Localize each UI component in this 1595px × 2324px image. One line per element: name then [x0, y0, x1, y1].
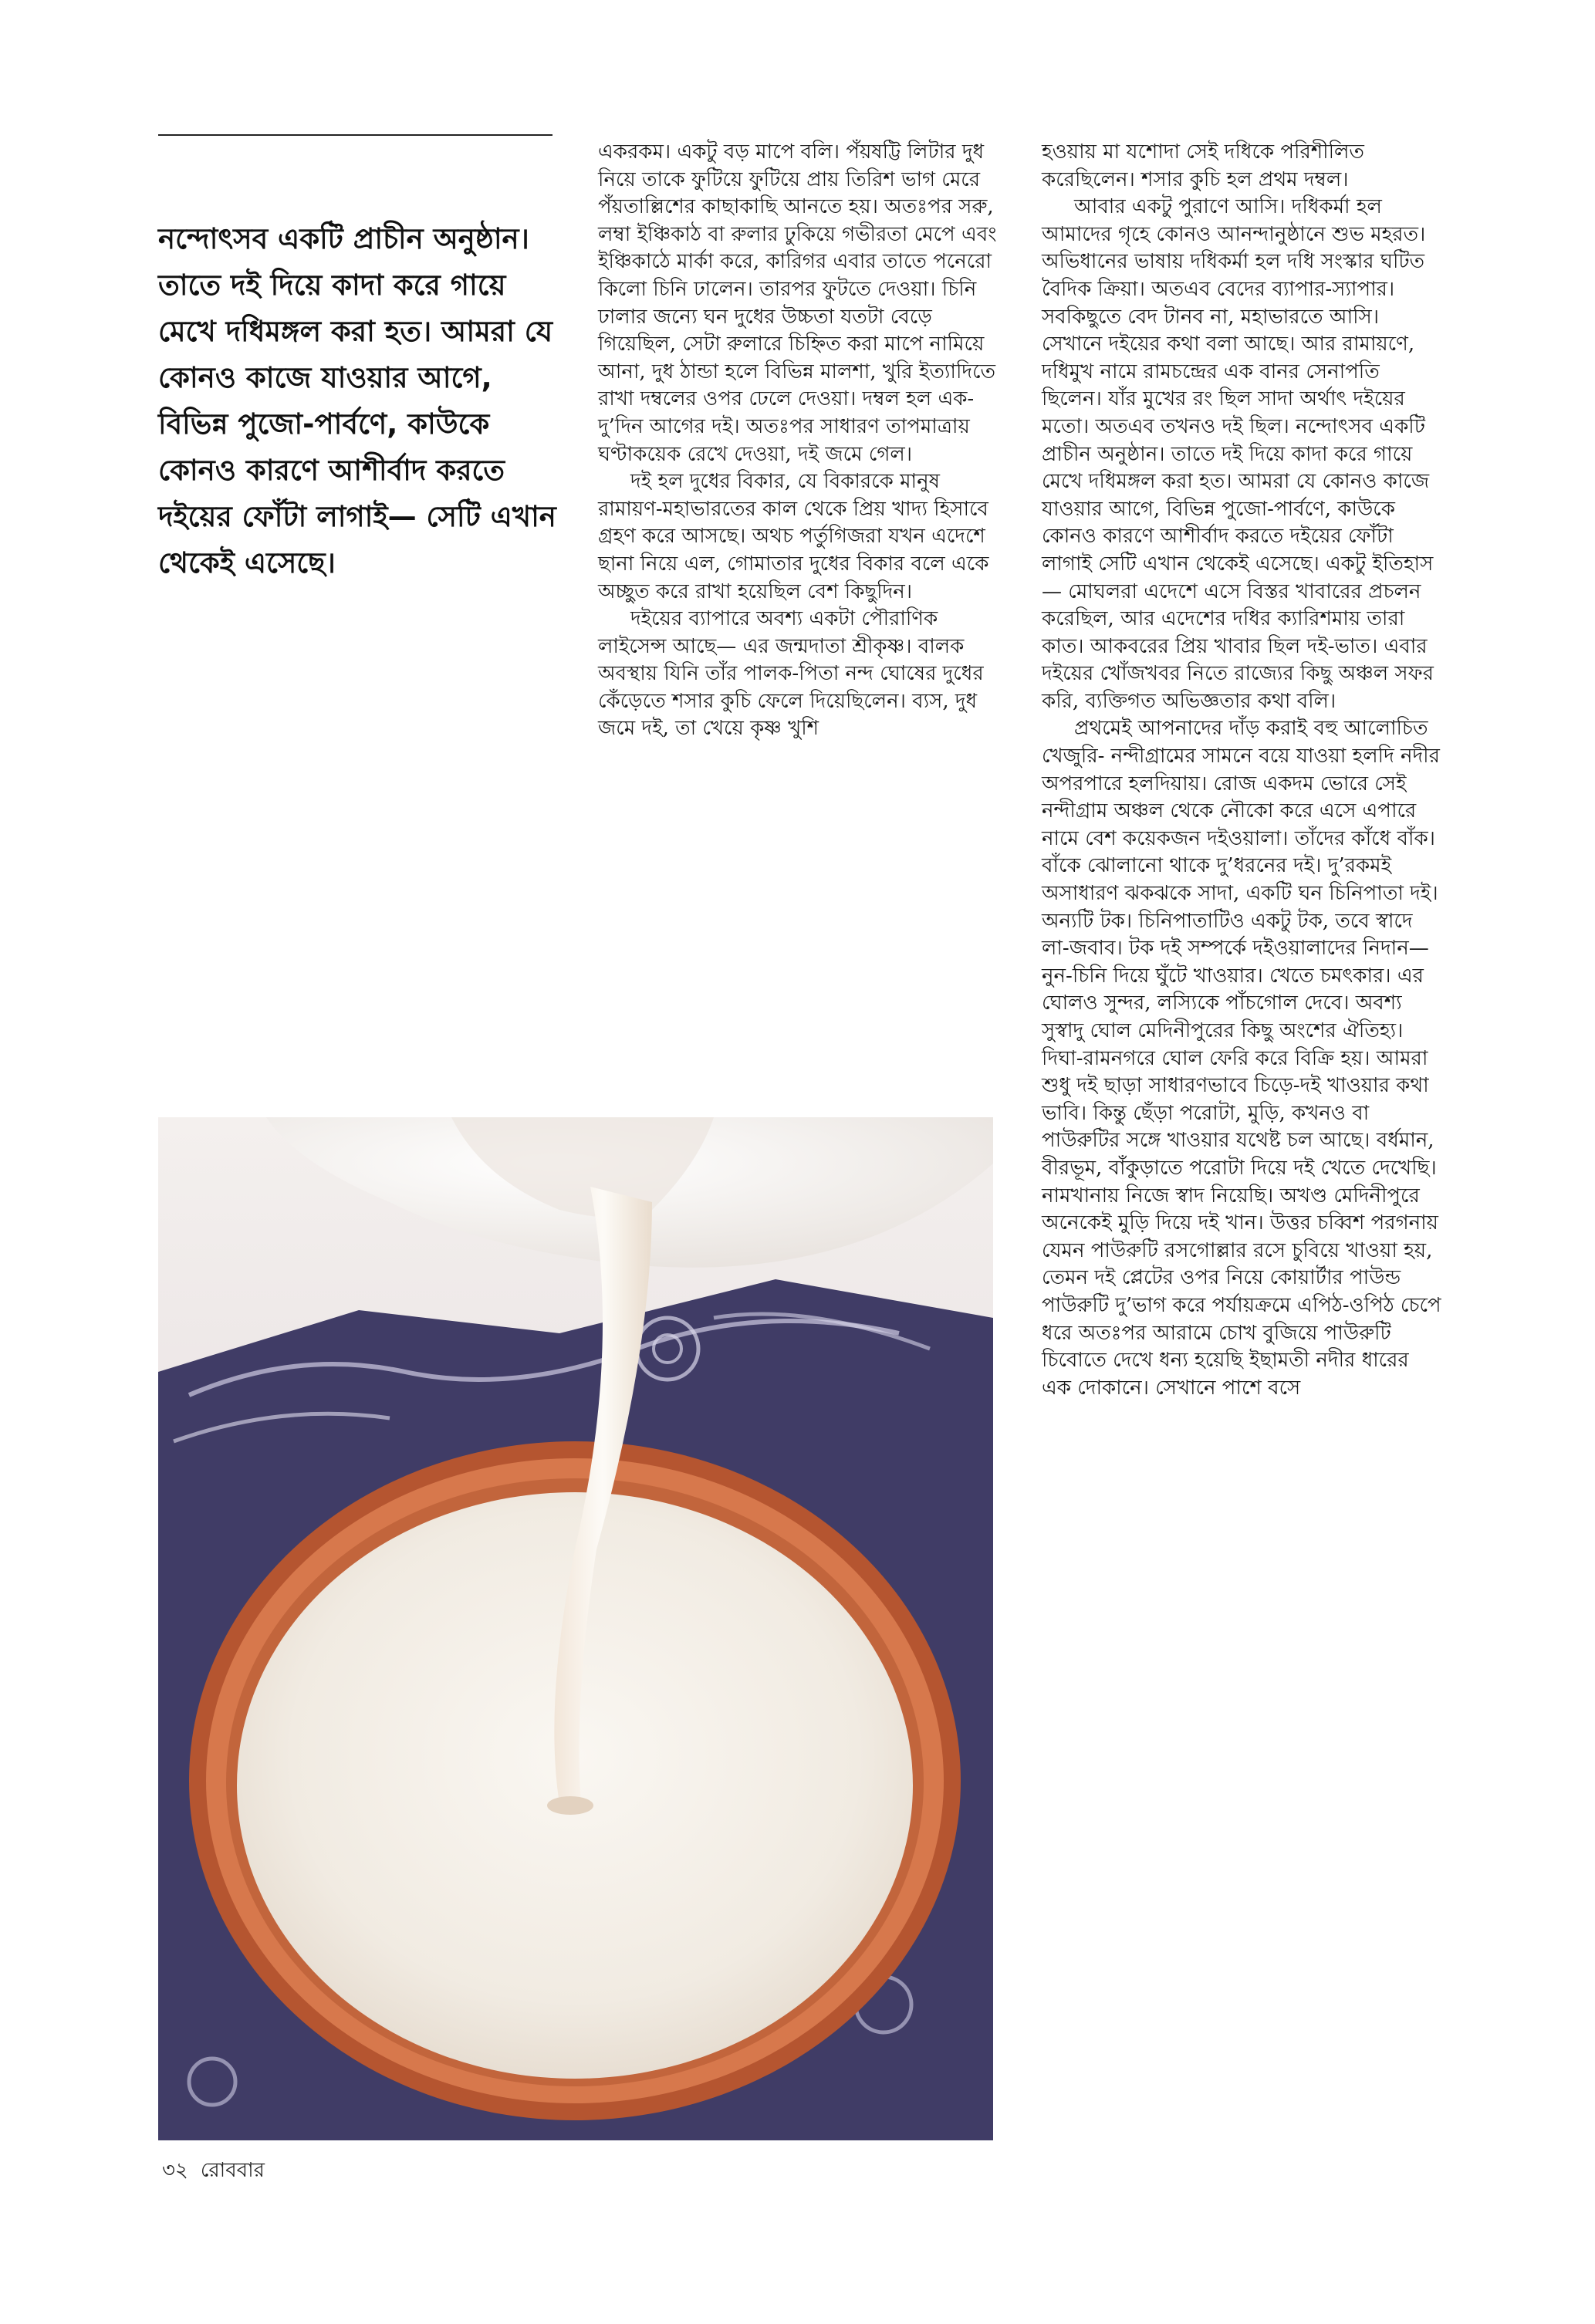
paragraph: দই হল দুধের বিকার, যে বিকারকে মানুষ রামায়ণ-মহাভারতের কাল থেকে প্রিয় খাদ্য হিসাবে গ্রহণ করে আসছে। অথচ পর্তুগিজরা যখন এদেশে ছানা নিয়ে এল, গোমাতার দুধের বিকার বলে একে অচ্ছুত করে রাখা হয়েছিল বেশ কিছুদিন। — [598, 470, 989, 603]
article-column-right — [1042, 139, 1443, 1402]
paragraph: একরকম। একটু বড় মাপে বলি। পঁয়ষট্টি লিটার দুধ নিয়ে তাকে ফুটিয়ে ফুটিয়ে প্রায় তিরিশ ভাগ মেরে পঁয়তাল্লিশের কাছাকাছি আনতে হয়। অতঃপর সরু, লম্বা ইঞ্চিকাঠ বা রুলার ঢুকিয়ে গভীরতা মেপে এবং ইঞ্চিকাঠে মার্কা করে, কারিগর এবার তাতে পনেরো কিলো চিনি ঢালেন। তারপর ফুটতে দেওয়া। চিনি ঢালার জন্যে ঘন দুধের উচ্চতা যতটা বেড়ে গিয়েছিল, সেটা রুলারে চিহ্নিত করা মাপে নামিয়ে আনা, দুধ ঠান্ডা হলে বিভিন্ন মালশা, খুরি ইত্যাদিতে রাখা দম্বলের ওপর ঢেলে দেওয়া। দম্বল হল এক-দু’দিন আগের দই। অতঃপর সাধারণ তাপমাত্রায় ঘণ্টাকয়েক রেখে দেওয়া, দই জমে গেল। — [598, 140, 997, 466]
milk-pouring-photo — [158, 1117, 993, 2140]
paragraph: হওয়ায় মা যশোদা সেই দধিকে পরিশীলিত করেছিলেন। শসার কুচি হল প্রথম দম্বল। — [1042, 140, 1364, 191]
magazine-name: রোববার — [200, 2159, 265, 2182]
page-number: ৩২ — [162, 2159, 188, 2182]
paragraph: প্রথমেই আপনাদের দাঁড় করাই বহু আলোচিত খেজুরি- নন্দীগ্রামের সামনে বয়ে যাওয়া হলদি নদীর অপরপারে হলদিয়ায়। রোজ একদম ভোরে সেই নন্দীগ্রাম অঞ্চল থেকে নৌকো করে এসে এপারে নামে বেশ কয়েকজন দইওয়ালা। তাঁদের কাঁধে বাঁক। বাঁকে ঝোলানো থাকে দু’ধরনের দই। দু’রকমই অসাধারণ ঝকঝকে সাদা, একটি ঘন চিনিপাতা দই। অন্যটি টক। চিনিপাতাটিও একটু টক, তবে স্বাদে লা-জবাব। টক দই সম্পর্কে দইওয়ালাদের নিদান— নুন-চিনি দিয়ে ঘুঁটে খাওয়ার। খেতে চমৎকার। এর ঘোলও সুন্দর, লস্যিকে পাঁচগোল দেবে। অবশ্য সুস্বাদু ঘোল মেদিনীপুরের কিছু অংশের ঐতিহ্য। দিঘা-রামনগরে ঘোল ফেরি করে বিক্রি হয়। আমরা শুধু দই ছাড়া সাধারণভাবে চিড়ে-দই খাওয়ার কথা ভাবি। কিন্তু ছেঁড়া পরোটা, মুড়ি, কখনও বা পাউরুটির সঙ্গে খাওয়ার যথেষ্ট চল আছে। বর্ধমান, বীরভূম, বাঁকুড়াতে পরোটা দিয়ে দই খেতে দেখেছি। নামখানায় নিজে স্বাদ নিয়েছি। অখণ্ড মেদিনীপুরে অনেকেই মুড়ি দিয়ে দই খান। উত্তর চব্বিশ পরগনায় যেমন পাউরুটি রসগোল্লার রসে চুবিয়ে খাওয়া হয়, তেমন দই প্লেটের ওপর নিয়ে কোয়ার্টার পাউন্ড পাউরুটি দু’ভাগ করে পর্যায়ক্রমে এপিঠ-ওপিঠ চেপে ধরে অতঃপর আরামে চোখ বুজিয়ে পাউরুটি চিবোতে দেখে ধন্য হয়েছি ইছামতী নদীর ধারের এক দোকানে। সেখানে পাশে বসে — [1042, 717, 1441, 1400]
article-column-middle — [598, 139, 1005, 743]
folio — [162, 2154, 277, 2188]
paragraph: দইয়ের ব্যাপারে অবশ্য একটা পৌরাণিক লাইসেন্স আছে— এর জন্মদাতা শ্রীকৃষ্ণ। বালক অবস্থায় যিনি তাঁর পালক-পিতা নন্দ ঘোষের দুধের কেঁড়েতে শসার কুচি ফেলে দিয়েছিলেন। ব্যস, দুধ জমে দই, তা খেয়ে কৃষ্ণ খুশি — [598, 607, 984, 741]
paragraph: আবার একটু পুরাণে আসি। দধিকর্মা হল আমাদের গৃহে কোনও আনন্দানুষ্ঠানে শুভ মহরত। অভিধানের ভাষায় দধিকর্মা হল দধি সংস্কার ঘটিত বৈদিক ক্রিয়া। অতএব বেদের ব্যাপার-স্যাপার। সবকিছুতে বেদ টানব না, মহাভারতে আসি। সেখানে দইয়ের কথা বলা আছে। আর রামায়ণে, দধিমুখ নামে রামচন্দ্রের এক বানর সেনাপতি ছিলেন। যাঁর মুখের রং ছিল সাদা অর্থাৎ দইয়ের মতো। অতএব তখনও দই ছিল। নন্দোৎসব একটি প্রাচীন অনুষ্ঠান। তাতে দই দিয়ে কাদা করে গায়ে মেখে দধিমঙ্গল করা হত। আমরা যে কোনও কাজে যাওয়ার আগে, বিভিন্ন পুজো-পার্বণে, কাউকে কোনও কারণে আশীর্বাদ করতে দইয়ের ফোঁটা লাগাই সেটি এখান থেকেই এসেছে। একটু ইতিহাস— মোঘলরা এদেশে এসে বিস্তর খাবারের প্রচলন করেছিল, আর এদেশের দধির ক্যারিশমায় তারা কাত। আকবরের প্রিয় খাবার ছিল দই-ভাত। এবার দইয়ের খোঁজখবর নিতে রাজ্যের কিছু অঞ্চল সফর করি, ব্যক্তিগত অভিজ্ঞতার কথা বলি। — [1042, 195, 1434, 713]
header-rule — [158, 134, 553, 136]
pull-quote: নন্দোৎসব একটি প্রাচীন অনুষ্ঠান। তাতে দই দিয়ে কাদা করে গায়ে মেখে দধিমঙ্গল করা হত। আমরা যে কোনও কাজে যাওয়ার আগে, বিভিন্ন পুজো-পার্বণে, কাউকে কোনও কারণে আশীর্বাদ করতে দইয়ের ফোঁটা লাগাই— সেটি এখান থেকেই এসেছে। — [158, 222, 556, 579]
